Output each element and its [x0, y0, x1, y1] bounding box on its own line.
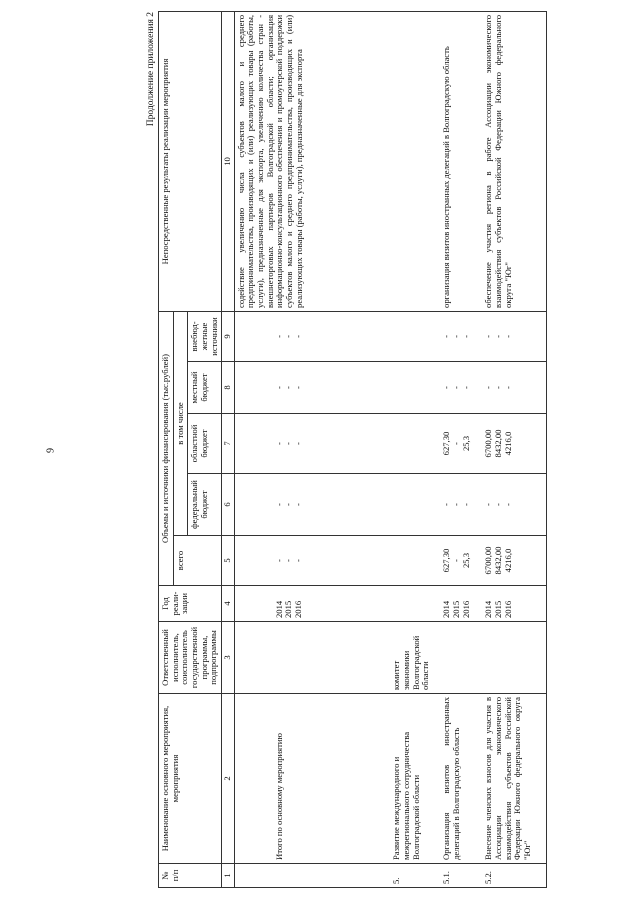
extra-value: - [441, 335, 452, 338]
column-number: 7 [222, 414, 235, 474]
row-executor: комитет экономики Волгоградской области [390, 622, 440, 694]
column-number: 8 [222, 362, 235, 414]
program-activities-table [158, 11, 547, 888]
header-executor: Ответственный исполнитель, соисполнитель государственной программы, подпрограммы [159, 622, 222, 694]
total-value: 25,3 [460, 552, 471, 569]
header-funding: Объемы и источники финансирования (тыс.рублей) [159, 311, 174, 585]
year-value: 2016 [502, 600, 513, 618]
year-value: 2015 [492, 600, 503, 618]
local-value: - [502, 386, 513, 389]
row-activity-name: Внесение членских взносов для участия в Ассоциации экономического взаимодействия субъектов Российской Федерации Южного федерального округа "Юг" [482, 694, 546, 864]
federal-value: - [483, 503, 494, 506]
rotated-content [142, 12, 640, 888]
federal-value: - [492, 503, 503, 506]
extra-value: - [492, 335, 503, 338]
table-row-total [234, 11, 390, 887]
table-row [482, 11, 546, 887]
row-federal [482, 474, 546, 536]
total-value: 4216,0 [502, 548, 513, 573]
row-federal [390, 474, 440, 536]
year-value: 2015 [283, 600, 294, 618]
federal-value: - [273, 503, 284, 506]
total-value: 8432,00 [492, 546, 503, 575]
column-number: 5 [222, 536, 235, 586]
local-value: - [283, 386, 294, 389]
row-total [234, 536, 390, 586]
federal-value: - [502, 503, 513, 506]
row-local [390, 362, 440, 414]
regional-value: 627,30 [441, 431, 452, 456]
row-years [390, 586, 440, 622]
regional-value: 25,3 [460, 435, 471, 452]
federal-value: - [450, 503, 461, 506]
row-years [482, 586, 546, 622]
row-num [234, 864, 390, 888]
row-local [482, 362, 546, 414]
regional-value: - [283, 442, 294, 445]
row-result [390, 11, 440, 311]
year-value: 2014 [441, 600, 452, 618]
row-total [440, 536, 482, 586]
regional-value: 4216,0 [502, 431, 513, 456]
regional-value: - [450, 442, 461, 445]
row-years [440, 586, 482, 622]
total-value: - [293, 559, 303, 562]
regional-value: - [293, 442, 303, 445]
extra-value: - [283, 335, 294, 338]
header-num: № п/п [159, 864, 222, 888]
row-activity-name [234, 694, 390, 864]
extra-value: - [502, 335, 513, 338]
row-local [440, 362, 482, 414]
row-result: обеспечение участия региона в работе Ассоциации экономического взаимодействия субъектов Российской Федерации Южного федерального округа "Юг" [482, 11, 546, 311]
total-value: 627,30 [441, 548, 452, 573]
row-extrabudgetary [234, 311, 390, 361]
extra-value: - [293, 335, 303, 338]
extra-value: - [273, 335, 284, 338]
year-value: 2014 [273, 600, 284, 618]
row-years [234, 586, 390, 622]
federal-value: - [283, 503, 294, 506]
row-result: содействие увеличению числа субъектов малого и среднего предпринимательства, производящих и (или) реализующих товары (работы, услуги), предназначенные для экспорта, увеличению количества стран - внешнеторговых партнеров Волгоградской области; организация информационно-консультационного обеспечения и промоутерской поддержки субъектов малого и среднего предпринимательства, производящих и (или) реализующих товары (работы, услуги), предназначенные для экспорта [234, 11, 390, 311]
extra-value: - [460, 335, 471, 338]
column-number: 1 [222, 864, 235, 888]
table-row-section [390, 11, 440, 887]
federal-value: - [441, 503, 452, 506]
row-activity-name-text: Итого по основному мероприятию [273, 733, 284, 860]
federal-value: - [460, 503, 471, 506]
row-extrabudgetary [390, 311, 440, 361]
row-num: 5.2. [482, 864, 546, 888]
regional-value: - [273, 442, 284, 445]
row-total [482, 536, 546, 586]
total-value: - [273, 559, 284, 562]
column-number: 3 [222, 622, 235, 694]
year-value: 2014 [483, 600, 494, 618]
appendix-note: Продолжение приложения 2 [146, 12, 156, 127]
row-federal [440, 474, 482, 536]
column-number-row [222, 11, 235, 887]
local-value: - [293, 386, 303, 389]
row-result: организация визитов иностранных делегаций в Волгоградскую область [440, 11, 482, 311]
row-local [234, 362, 390, 414]
row-executor [440, 622, 482, 694]
local-value: - [273, 386, 284, 389]
row-activity-name: Развитие международного и межрегионального сотрудничества Волгоградской области [390, 694, 440, 864]
row-federal [234, 474, 390, 536]
table-row [440, 11, 482, 887]
header-activity-name: Наименование основного мероприятия, мероприятия [159, 694, 222, 864]
header-extrabudgetary: внебюд-жетные источники [188, 311, 222, 361]
row-activity-name: Организация визитов иностранных делегаций в Волгоградскую область [440, 694, 482, 864]
page-number: 9 [45, 448, 57, 453]
column-number: 10 [222, 11, 235, 311]
regional-value: 8432,00 [492, 429, 503, 458]
column-number: 2 [222, 694, 235, 864]
column-number: 9 [222, 311, 235, 361]
row-extrabudgetary [440, 311, 482, 361]
header-row-1 [159, 11, 174, 887]
row-extrabudgetary [482, 311, 546, 361]
row-regional [482, 414, 546, 474]
row-executor [234, 622, 390, 694]
federal-value: - [293, 503, 303, 506]
row-executor [482, 622, 546, 694]
header-in-that-number: в том числе [173, 311, 188, 535]
local-value: - [483, 386, 494, 389]
extra-value: - [483, 335, 494, 338]
column-number: 4 [222, 586, 235, 622]
row-num: 5. [390, 864, 440, 888]
local-value: - [450, 386, 461, 389]
regional-value: 6700,00 [483, 429, 494, 458]
header-local-budget: местный бюджет [188, 362, 222, 414]
local-value: - [460, 386, 471, 389]
year-value: 2016 [293, 600, 303, 618]
column-number: 6 [222, 474, 235, 536]
year-value: 2016 [460, 600, 471, 618]
total-value: - [283, 559, 294, 562]
total-value: - [450, 559, 461, 562]
local-value: - [492, 386, 503, 389]
year-value: 2015 [450, 600, 461, 618]
row-regional [234, 414, 390, 474]
header-results: Непосредственные результаты реализации мероприятия [159, 11, 222, 311]
row-regional [440, 414, 482, 474]
row-num: 5.1. [440, 864, 482, 888]
total-value: 6700,00 [483, 546, 494, 575]
extra-value: - [450, 335, 461, 338]
row-regional [390, 414, 440, 474]
header-federal-budget: федеральный бюджет [188, 474, 222, 536]
header-year: Год реали-зации [159, 586, 222, 622]
local-value: - [441, 386, 452, 389]
row-total [390, 536, 440, 586]
header-total: всего [173, 536, 222, 586]
header-regional-budget: областной бюджет [188, 414, 222, 474]
